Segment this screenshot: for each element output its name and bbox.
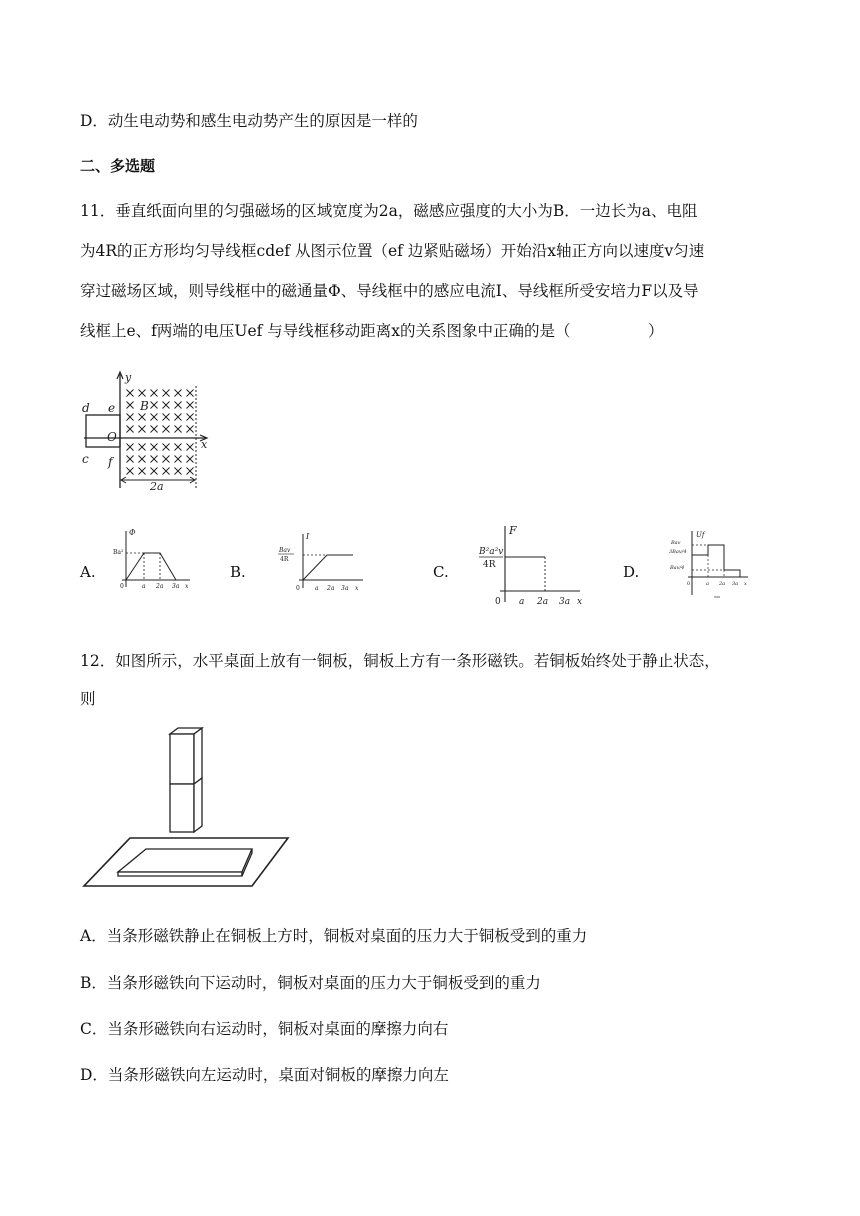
option-d-graph xyxy=(668,527,753,602)
q12-magnet-figure xyxy=(80,720,295,890)
svg-text:Ba²: Ba² xyxy=(113,549,124,556)
svg-text:x: x xyxy=(577,597,583,607)
section-heading: 二、多选题 xyxy=(80,157,156,175)
q12-option-a: A．当条形磁铁静止在铜板上方时，铜板对桌面的压力大于铜板受到的重力 xyxy=(80,927,588,945)
svg-text:2a: 2a xyxy=(537,597,549,607)
svg-text:Bav: Bav xyxy=(671,540,681,546)
svg-text:a: a xyxy=(706,581,709,587)
svg-text:2a: 2a xyxy=(156,583,164,590)
svg-text:3a: 3a xyxy=(172,583,180,590)
svg-text:2a: 2a xyxy=(719,581,726,587)
option-b-letter: B. xyxy=(230,563,246,581)
svg-text:x: x xyxy=(744,581,747,587)
svg-text:a: a xyxy=(142,583,146,590)
prev-option-d: D．动生电动势和感生电动势产生的原因是一样的 xyxy=(80,112,418,130)
svg-text:0: 0 xyxy=(495,597,501,607)
svg-text:0: 0 xyxy=(120,583,124,590)
q11-line-3: 穿过磁场区域，则导线框中的磁通量Φ、导线框中的感应电流I、导线框所受安培力F以及导 xyxy=(80,282,699,300)
q12-option-d: D．当条形磁铁向左运动时，桌面对铜板的摩擦力向左 xyxy=(80,1066,449,1084)
svg-text:3Bav/4: 3Bav/4 xyxy=(669,549,687,555)
q12-option-b: B．当条形磁铁向下运动时，铜板对桌面的压力大于铜板受到的重力 xyxy=(80,974,541,992)
q12-option-c: C．当条形磁铁向右运动时，铜板对桌面的摩擦力向右 xyxy=(80,1020,449,1038)
fig-x-label: x xyxy=(201,438,208,451)
svg-text:a: a xyxy=(519,597,525,607)
svg-text:Φ: Φ xyxy=(129,528,136,537)
q12-line-2: 则 xyxy=(80,690,96,708)
q12-line-1: 12．如图所示，水平桌面上放有一铜板，铜板上方有一条形磁铁。若铜板始终处于静止状态， xyxy=(80,652,720,670)
fig-d-label: d xyxy=(82,401,90,415)
option-c-letter: C. xyxy=(433,563,449,581)
svg-text:F: F xyxy=(509,524,517,537)
q11-field-figure xyxy=(78,368,228,493)
fig-width-label: 2a xyxy=(150,480,164,493)
option-a-graph xyxy=(112,525,197,595)
svg-text:x: x xyxy=(185,583,189,590)
option-c-graph xyxy=(475,522,590,607)
q11-line-2: 为4R的正方形均匀导线框cdef 从图示位置（ef 边紧贴磁场）开始沿x轴正方向以速度v匀速 xyxy=(80,242,705,260)
svg-text:B²a²v: B²a²v xyxy=(479,547,504,557)
svg-text:4R: 4R xyxy=(483,560,496,570)
svg-text:3a: 3a xyxy=(341,585,349,592)
svg-text:Bav: Bav xyxy=(279,547,291,554)
svg-text:2a: 2a xyxy=(327,585,335,592)
svg-text:a: a xyxy=(315,585,319,592)
svg-text:Uf: Uf xyxy=(696,531,705,539)
q11-line-4: 线框上e、f两端的电压Uef 与导线框移动距离x的关系图象中正确的是（ ） xyxy=(80,322,664,340)
svg-text:3a: 3a xyxy=(559,597,571,607)
fig-e-label: e xyxy=(108,401,116,415)
svg-text:0: 0 xyxy=(296,585,300,592)
svg-text:I: I xyxy=(306,532,310,541)
svg-text:4R: 4R xyxy=(280,556,289,563)
fig-f-label: f xyxy=(108,455,113,469)
fig-y-label: y xyxy=(125,371,132,384)
svg-text:Bav/4: Bav/4 xyxy=(670,565,685,571)
q11-line-1: 11．垂直纸面向里的匀强磁场的区域宽度为2a，磁感应强度的大小为B．一边长为a、电阻 xyxy=(80,202,698,220)
svg-text:0: 0 xyxy=(687,581,691,587)
fig-origin-label: O xyxy=(107,430,117,444)
svg-text:x: x xyxy=(355,585,359,592)
option-b-graph xyxy=(275,530,370,600)
svg-text:3a: 3a xyxy=(732,581,739,587)
option-a-letter: A. xyxy=(80,563,96,581)
fig-c-label: c xyxy=(82,452,89,466)
option-d-letter: D. xyxy=(623,563,640,581)
fig-B-label: B xyxy=(140,399,149,413)
